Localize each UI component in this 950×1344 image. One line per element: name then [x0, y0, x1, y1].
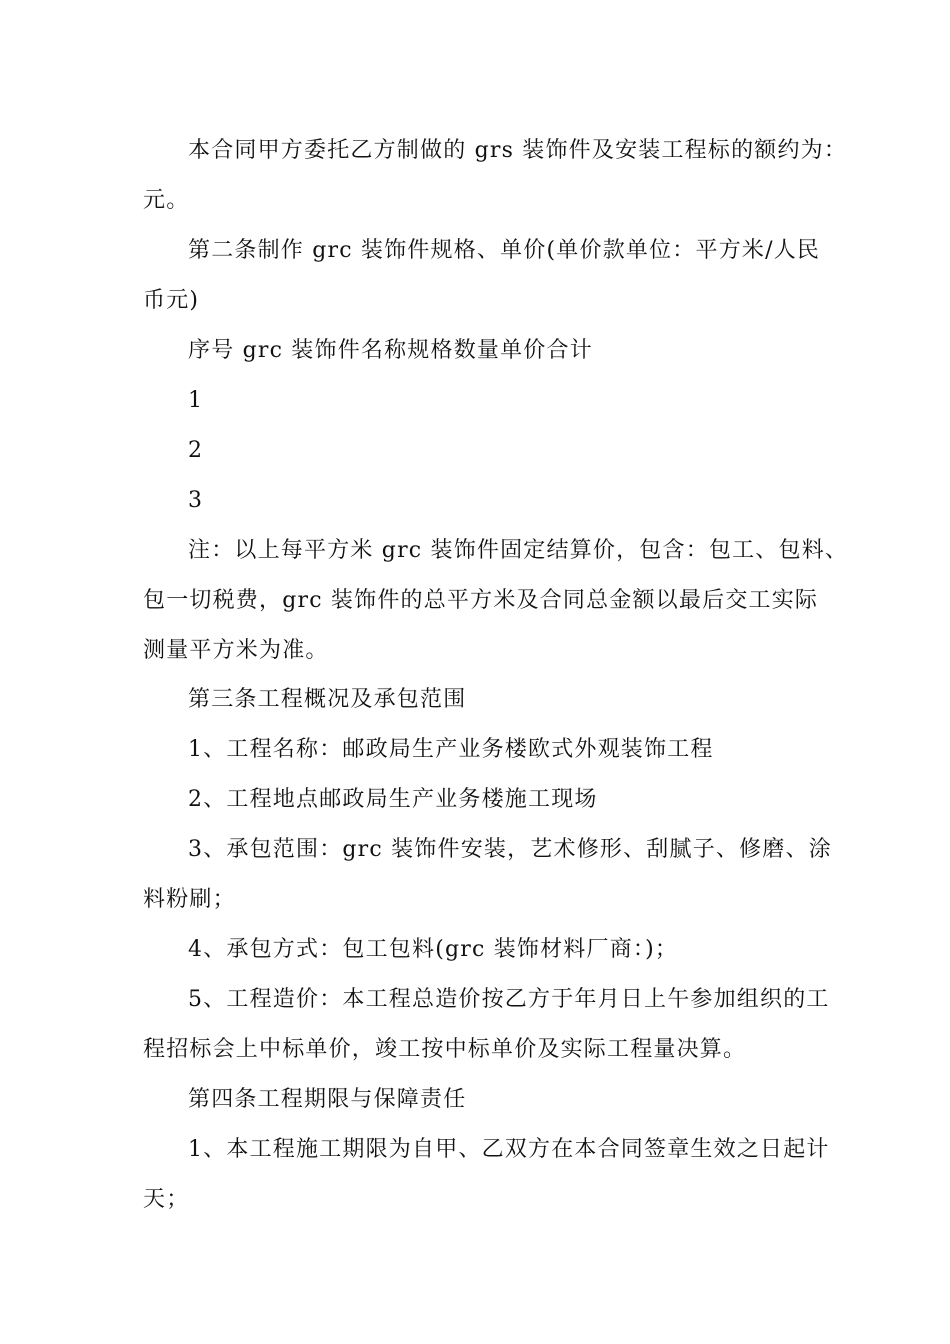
table-row-number: 1 — [188, 388, 204, 413]
article-2-heading-cont: 币元) — [143, 288, 200, 313]
note-paragraph-cont: 测量平方米为准。 — [143, 638, 329, 663]
note-paragraph: 注：以上每平方米 grc 装饰件固定结算价，包含：包工、包料、 — [188, 538, 849, 563]
paragraph-contract-amount-cont: 元。 — [143, 188, 190, 213]
project-name-item: 1、工程名称：邮政局生产业务楼欧式外观装饰工程 — [188, 737, 714, 762]
article-4-heading: 第四条工程期限与保障责任 — [188, 1087, 467, 1112]
table-header-line: 序号 grc 装饰件名称规格数量单价合计 — [188, 338, 593, 363]
project-location-item: 2、工程地点邮政局生产业务楼施工现场 — [188, 787, 598, 812]
contract-method-item: 4、承包方式：包工包料(grc 装饰材料厂商：)； — [188, 937, 679, 962]
contract-scope-item: 3、承包范围：grc 装饰件安装，艺术修形、刮腻子、修磨、涂 — [188, 837, 832, 862]
construction-period-item: 1、本工程施工期限为自甲、乙双方在本合同签章生效之日起计 — [188, 1137, 830, 1162]
note-paragraph-cont: 包一切税费，grc 装饰件的总平方米及合同总金额以最后交工实际 — [143, 588, 819, 613]
article-3-heading: 第三条工程概况及承包范围 — [188, 687, 467, 712]
project-cost-item: 5、工程造价：本工程总造价按乙方于年月日上午参加组织的工 — [188, 987, 830, 1012]
project-cost-item-cont: 程招标会上中标单价，竣工按中标单价及实际工程量决算。 — [143, 1037, 747, 1062]
article-2-heading: 第二条制作 grc 装饰件规格、单价(单价款单位：平方米/人民 — [188, 238, 821, 263]
table-row-number: 2 — [188, 438, 204, 463]
construction-period-item-cont: 天； — [143, 1187, 190, 1212]
contract-scope-item-cont: 料粉刷； — [143, 887, 236, 912]
paragraph-contract-amount: 本合同甲方委托乙方制做的 grs 装饰件及安装工程标的额约为： — [188, 138, 848, 163]
table-row-number: 3 — [188, 488, 204, 513]
